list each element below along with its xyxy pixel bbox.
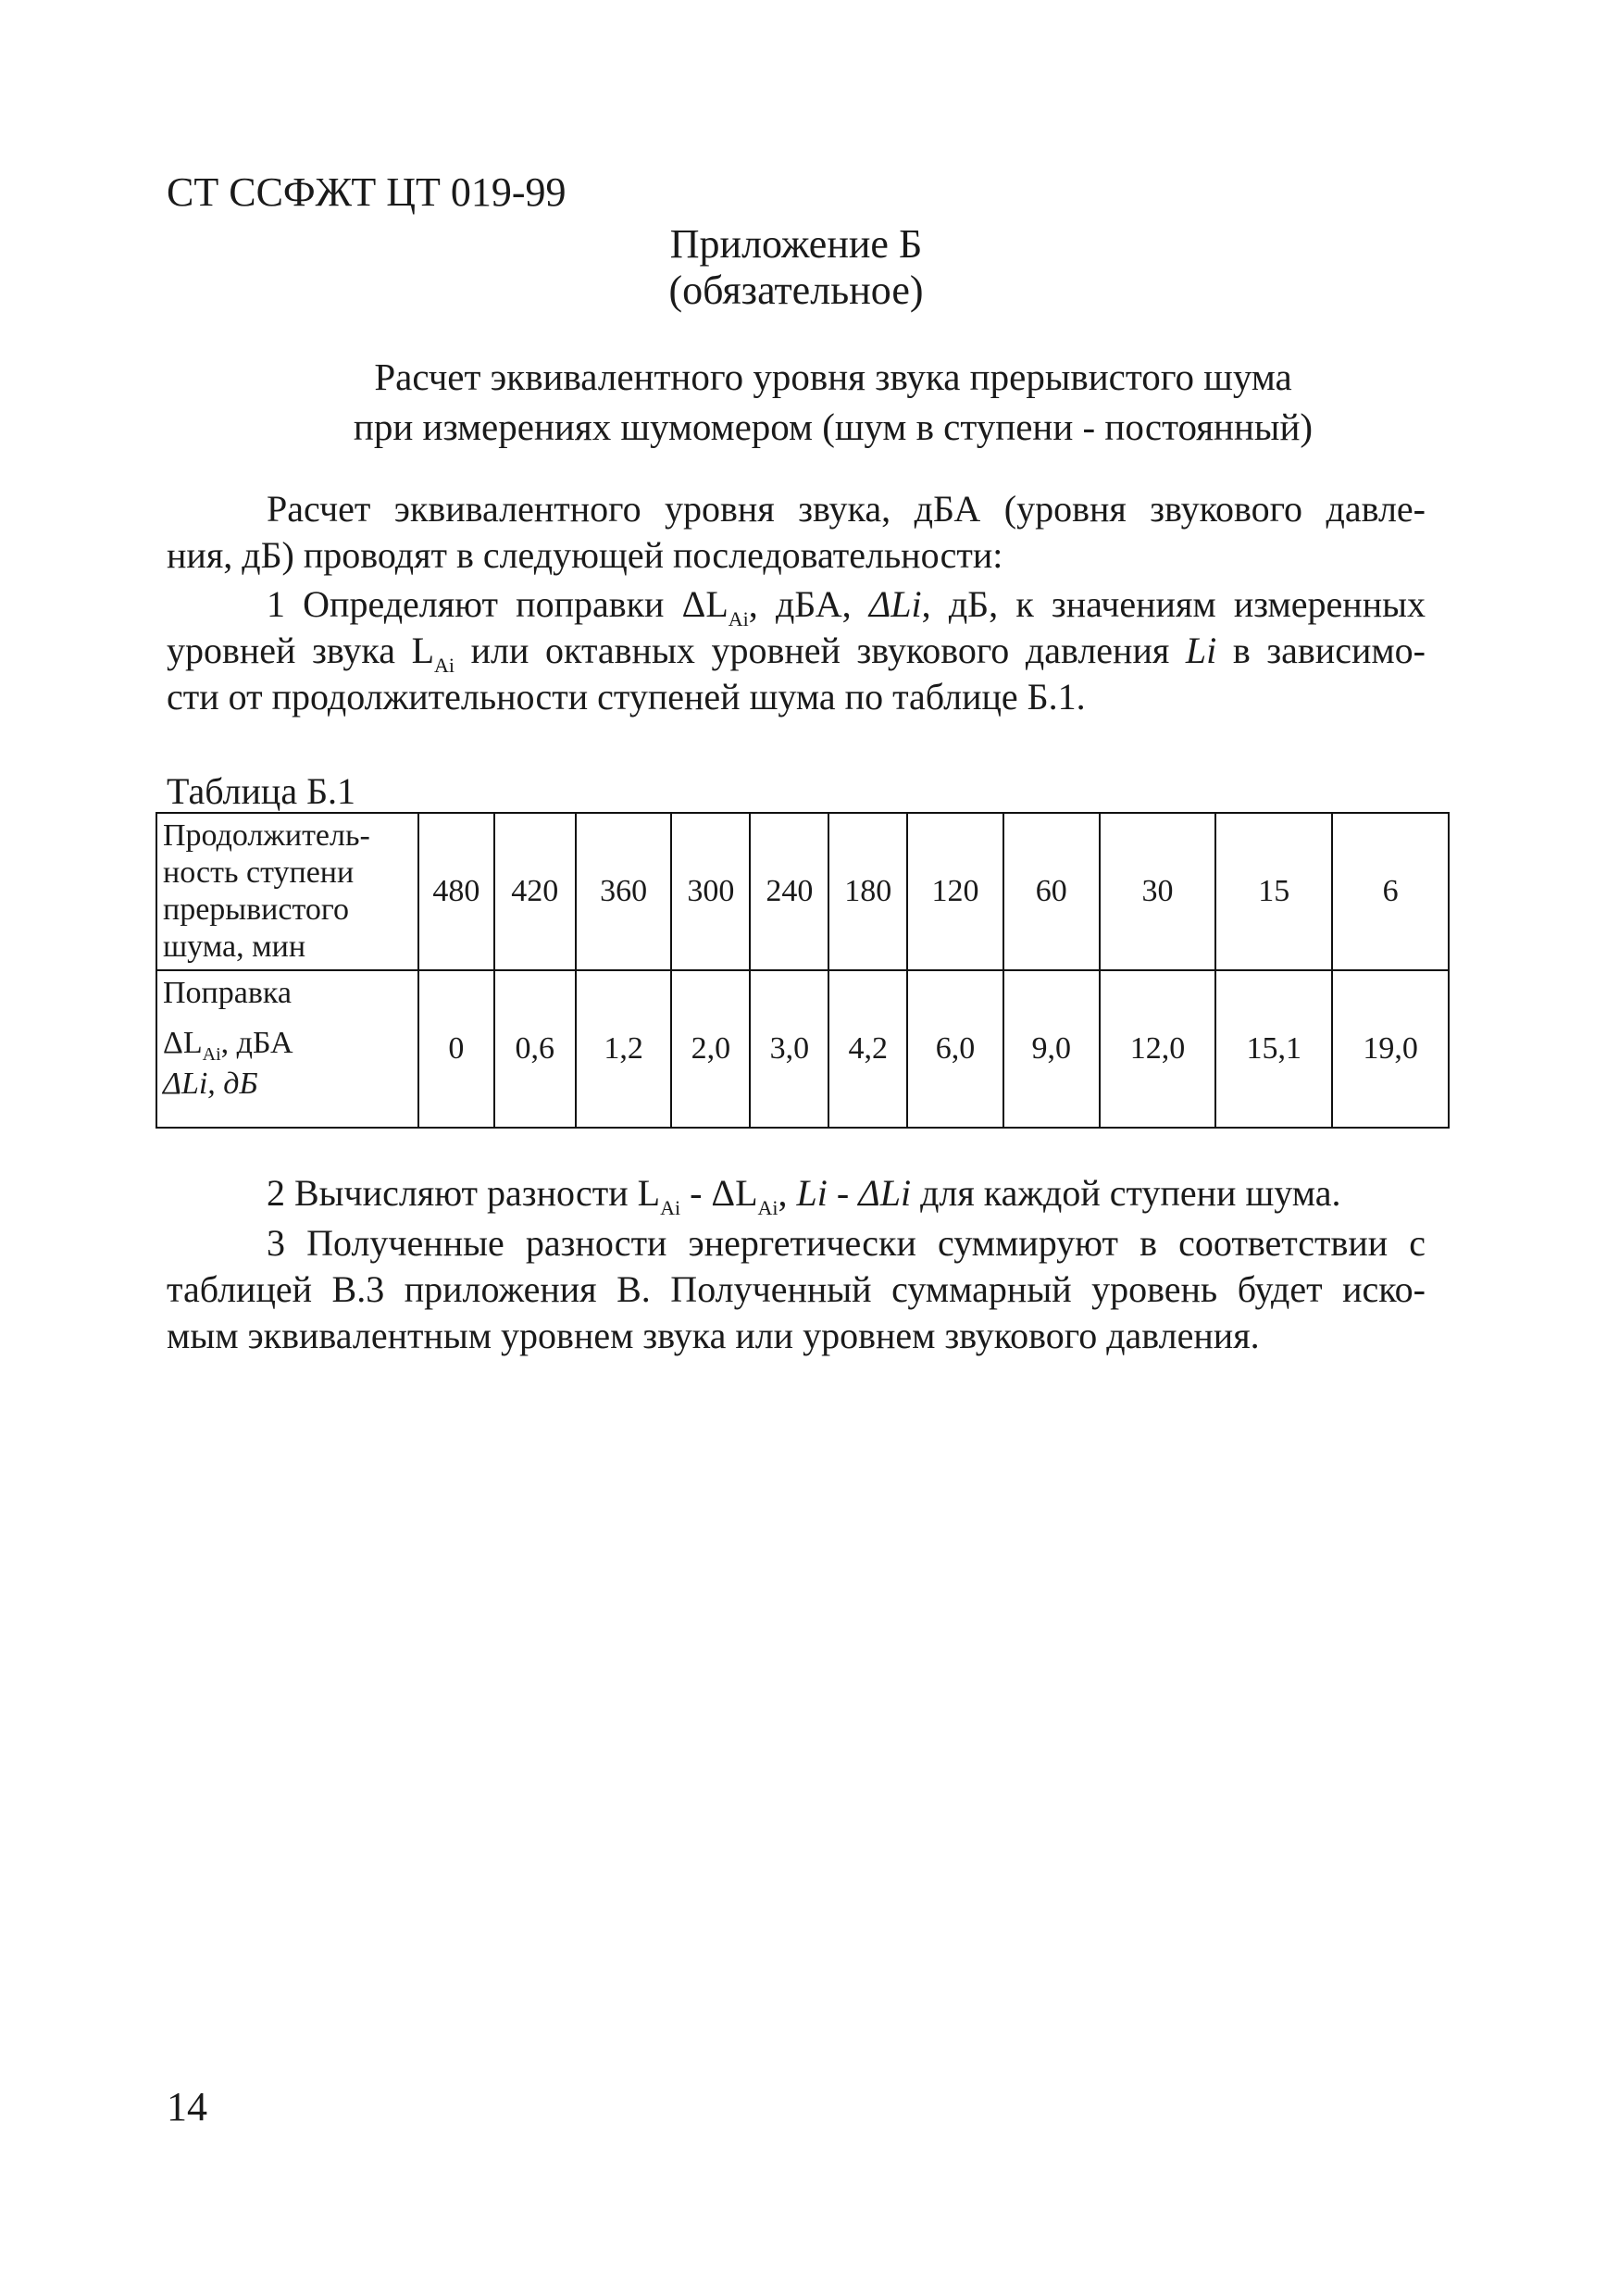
duration-cell: 60 xyxy=(1003,813,1100,970)
text-run: , xyxy=(778,1172,797,1214)
paragraph-line xyxy=(167,628,1426,677)
subscript: Ai xyxy=(757,1196,778,1219)
paragraph-step-3 xyxy=(167,1220,1426,1359)
paragraph-line: ния, дБ) проводят в следующей последовательности: xyxy=(167,534,1003,576)
correction-cell: 3,0 xyxy=(750,970,828,1128)
section-heading-line1: Расчет эквивалентного уровня звука прерывистого шума xyxy=(374,356,1292,398)
section-heading-line2: при измерениях шумомером (шум в ступени - постоянный) xyxy=(353,406,1314,448)
header-line: ΔLi, дБ xyxy=(163,1067,258,1101)
paragraph-line xyxy=(167,1170,1426,1217)
row-header-duration xyxy=(156,813,418,970)
duration-cell: 15 xyxy=(1215,813,1332,970)
text-run: - ΔL xyxy=(680,1172,758,1214)
italic-symbol: ΔLi xyxy=(868,583,922,625)
correction-cell: 19,0 xyxy=(1332,970,1449,1128)
text-run: , дБ, к значениям измеренных xyxy=(921,583,1426,625)
correction-cell: 12,0 xyxy=(1100,970,1216,1128)
correction-cell: 4,2 xyxy=(828,970,907,1128)
paragraph-line: мым эквивалентным уровнем звука или уровнем звукового давления. xyxy=(167,1315,1260,1356)
italic-symbol: ΔLi xyxy=(858,1172,912,1214)
subscript: Ai xyxy=(728,607,749,630)
text-run: , дБА xyxy=(220,1026,293,1060)
table-caption: Таблица Б.1 xyxy=(167,770,356,812)
duration-cell: 30 xyxy=(1100,813,1216,970)
row-header-correction xyxy=(156,970,418,1128)
italic-symbol: Li xyxy=(796,1172,828,1214)
header-line: Поправка xyxy=(163,976,292,1010)
subscript: Ai xyxy=(660,1196,681,1219)
correction-cell: 6,0 xyxy=(907,970,1003,1128)
table-row-duration xyxy=(156,813,1449,970)
duration-cell: 180 xyxy=(828,813,907,970)
header-line xyxy=(163,1025,412,1066)
correction-cell: 1,2 xyxy=(576,970,672,1128)
paragraph-line xyxy=(167,581,1426,628)
paragraph-line: Расчет эквивалентного уровня звука, дБА (уровня звукового давле- xyxy=(267,488,1426,530)
appendix-title: Приложение Б xyxy=(669,221,923,267)
duration-cell: 120 xyxy=(907,813,1003,970)
paragraph-step-2 xyxy=(167,1170,1426,1217)
correction-cell: 0 xyxy=(418,970,494,1128)
paragraph-line: 3 Полученные разности энергетически суммируют в соответствии с xyxy=(267,1222,1426,1264)
header-line: Продолжитель- xyxy=(163,818,370,853)
duration-cell: 240 xyxy=(750,813,828,970)
text-run: для каждой ступени шума. xyxy=(911,1172,1341,1214)
duration-cell: 420 xyxy=(494,813,576,970)
paragraph-step-1 xyxy=(167,581,1426,720)
duration-cell: 300 xyxy=(671,813,750,970)
table-row-correction xyxy=(156,970,1449,1128)
correction-cell: 2,0 xyxy=(671,970,750,1128)
duration-cell: 360 xyxy=(576,813,672,970)
duration-cell: 6 xyxy=(1332,813,1449,970)
header-line: шума, мин xyxy=(163,930,306,964)
paragraph-line: сти от продолжительности ступеней шума по таблице Б.1. xyxy=(167,676,1086,718)
text-run: ΔL xyxy=(163,1026,203,1060)
duration-cell: 480 xyxy=(418,813,494,970)
correction-cell: 0,6 xyxy=(494,970,576,1128)
subscript: Ai xyxy=(202,1044,221,1065)
text-run: 1 Определяют поправки ΔL xyxy=(267,583,729,625)
italic-symbol: Li xyxy=(1185,630,1217,671)
text-run: в зависимо- xyxy=(1216,630,1426,671)
text-run: - xyxy=(827,1172,859,1214)
subscript: Ai xyxy=(434,654,455,677)
paragraph-line: таблицей В.3 приложения В. Полученный суммарный уровень будет иско- xyxy=(167,1268,1426,1310)
page-number: 14 xyxy=(167,2084,207,2129)
header-line: прерывистого xyxy=(163,892,349,927)
text-run: 2 Вычисляют разности L xyxy=(267,1172,661,1214)
header-line: ность ступени xyxy=(163,855,355,890)
document-code: СТ ССФЖТ ЦТ 019-99 xyxy=(167,169,567,215)
text-run: , дБА, xyxy=(748,583,869,625)
correction-cell: 15,1 xyxy=(1215,970,1332,1128)
correction-table xyxy=(156,812,1450,1129)
text-run: или октавных уровней звукового давления xyxy=(455,630,1186,671)
correction-cell: 9,0 xyxy=(1003,970,1100,1128)
paragraph-intro xyxy=(167,486,1426,579)
text-run: уровней звука L xyxy=(167,630,435,671)
appendix-status: (обязательное) xyxy=(668,268,924,313)
